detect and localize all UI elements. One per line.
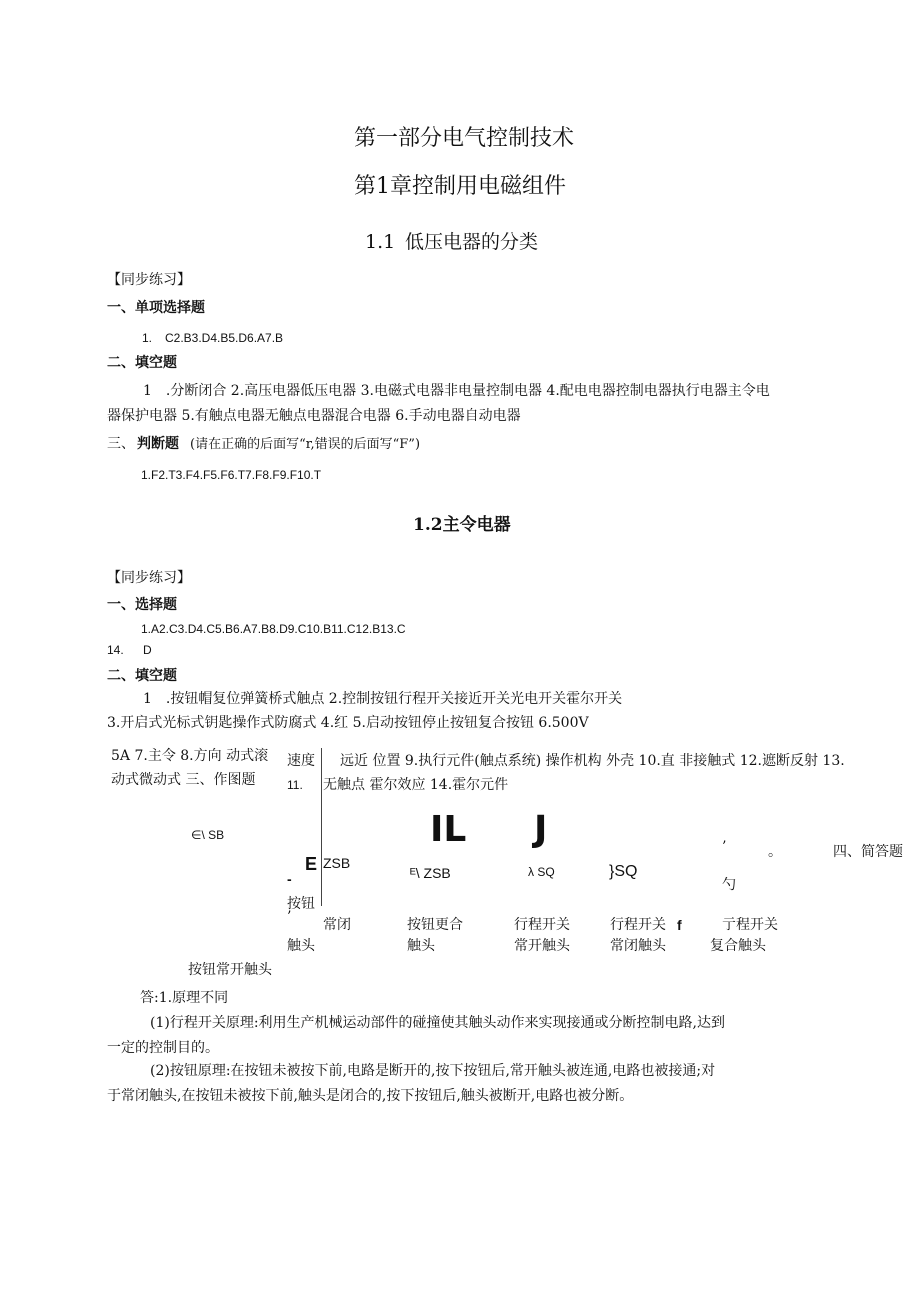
symbol-j-glyph: J — [534, 809, 548, 850]
label-chutou: 触头 — [287, 938, 315, 954]
s11-single-choice-num: 1. — [142, 331, 153, 345]
answer-intro: 答:1.原理不同 — [140, 990, 229, 1006]
section-1-1-title: 低压电器的分类 — [405, 231, 539, 253]
label-changbi: 常闭 — [323, 917, 351, 933]
label-xingcheng-close-line1: 行程开关 — [610, 917, 666, 933]
label-anniu: 按钮 — [287, 896, 315, 912]
s11-fill-blank-heading: 二、填空题 — [107, 355, 177, 371]
column-divider — [321, 748, 322, 906]
section-1-2-title: 1.2主令电器 — [413, 515, 511, 535]
symbol-sq-2: }SQ — [609, 863, 638, 880]
practice-label-1-2: 【同步练习】 — [107, 570, 191, 586]
right-fragment-line2: 无触点 霍尔效应 14.霍尔元件 — [323, 777, 509, 793]
s12-choice-answers-num14: 14. — [107, 643, 124, 657]
mid-fragment-speed: 速度 — [287, 753, 315, 769]
label-anniu-comma: ’ — [287, 909, 292, 925]
chapter-title: 第1章控制用电磁组件 — [354, 174, 566, 199]
s11-judge-answers: 1.F2.T3.F4.F5.F6.T7.F8.F9.F10.T — [141, 468, 322, 482]
s11-judge-heading-prefix: 三、 — [107, 436, 135, 452]
s12-fill-blank-line2: 3.开启式光标式钥匙操作式防腐式 4.红 5.启动按钮停止按钮复合按钮 6.500V — [107, 715, 589, 731]
label-xingcheng-close-line2: 常闭触头 — [610, 938, 666, 954]
label-fuhe-line2: 触头 — [407, 938, 435, 954]
symbol-yun: 勺 — [722, 877, 736, 893]
label-xingcheng-composite-line2: 复合触头 — [710, 938, 766, 954]
s12-choice-heading: 一、选择题 — [107, 597, 177, 613]
symbol-e: E — [305, 854, 318, 874]
s11-fill-blank-line1: 1 .分断闭合 2.高压电器低压电器 3.电磁式电器非电量控制电器 4.配电电器控制电器执行电器主令电 — [143, 383, 770, 399]
symbol-dash: - — [287, 871, 292, 887]
short-answer-heading: 四、简答题 — [833, 844, 903, 860]
answer-para2-line2: 于常闭触头,在按钮未被按下前,触头是闭合的,按下按钮后,触头被断开,电路也被分断。 — [107, 1088, 634, 1104]
label-f: f — [677, 917, 682, 933]
right-fragment-line1: 远近 位置 9.执行元件(触点系统) 操作机构 外壳 10.直 非接触式 12.遮断反射 13. — [340, 753, 845, 769]
label-xingcheng-composite-line1: 亍程开关 — [722, 917, 778, 933]
s11-single-choice-heading: 一、单项选择题 — [107, 300, 205, 316]
left-fragment-line1: 5A 7.主令 8.方向 动式滚 — [111, 748, 269, 764]
symbol-sb-left: ∈\ SB — [191, 828, 225, 842]
label-anniu-changkai: 按钮常开触头 — [188, 962, 272, 978]
s11-fill-blank-line2: 器保护电器 5.有触点电器无触点电器混合电器 6.手动电器自动电器 — [107, 408, 521, 424]
label-fuhe-line1: 按钮更合 — [407, 917, 463, 933]
left-fragment-line2: 动式微动式 三、作图题 — [111, 772, 256, 788]
answer-para1-line2: 一定的控制目的。 — [107, 1040, 219, 1056]
s11-single-choice-answers: C2.B3.D4.B5.D6.A7.B — [165, 331, 284, 345]
practice-label-1-1: 【同步练习】 — [107, 272, 191, 288]
section-1-1-number: 1.1 — [365, 231, 396, 253]
answer-para1-line1: (1)行程开关原理:利用生产机械运动部件的碰撞使其触头动作来实现接通或分断控制电路,达到 — [150, 1015, 725, 1031]
symbol-sq-1: λ SQ — [528, 865, 555, 879]
symbol-zsb-2: ᴱ\ ZSB — [410, 865, 451, 881]
label-xingcheng-open-line1: 行程开关 — [514, 917, 570, 933]
mid-fragment-11: 11. — [287, 778, 303, 792]
s12-fill-blank-heading: 二、填空题 — [107, 668, 177, 684]
s11-judge-heading: 判断题 — [137, 436, 179, 452]
s11-judge-note: (请在正确的后面写“r,错误的后面写“F”) — [190, 437, 421, 452]
symbol-zsb-1: ZSB — [323, 855, 351, 871]
s12-fill-blank-line1: 1 .按钮帽复位弹簧桥式触点 2.控制按钮行程开关接近开关光电开关霍尔开关 — [143, 691, 623, 707]
s12-choice-answers-line1: 1.A2.C3.D4.C5.B6.A7.B8.D9.C10.B11.C12.B13.C — [141, 622, 406, 636]
symbol-comma: ’ — [722, 839, 727, 855]
symbol-il-glyph: IL — [430, 809, 467, 850]
symbol-dot: 。 — [768, 844, 782, 860]
part-title: 第一部分电气控制技术 — [354, 126, 575, 151]
s12-choice-answers-line2: D — [143, 643, 152, 657]
label-xingcheng-open-line2: 常开触头 — [514, 938, 570, 954]
answer-para2-line1: (2)按钮原理:在按钮未被按下前,电路是断开的,按下按钮后,常开触头被连通,电路也被接通;对 — [150, 1063, 716, 1079]
